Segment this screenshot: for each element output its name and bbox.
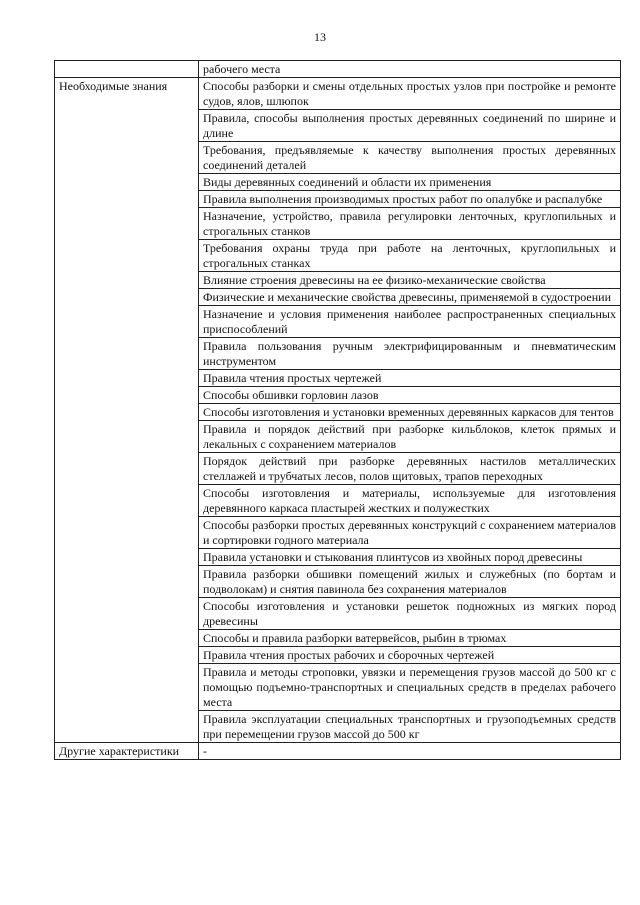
other-row — [55, 743, 621, 760]
knowledge-item: Способы разборки и смены отдельных простых узлов при постройке и ремонте судов, ялов, шлюпок — [199, 78, 621, 110]
knowledge-item: Требования, предъявляемые к качеству выполнения простых деревянных соединений деталей — [199, 142, 621, 174]
knowledge-item: Требования охраны труда при работе на ленточных, круглопильных и строгальных станках — [199, 240, 621, 272]
knowledge-item: Назначение, устройство, правила регулировки ленточных, круглопильных и строгальных станков — [199, 208, 621, 240]
knowledge-item: Порядок действий при разборке деревянных настилов металлических стеллажей и трубчатых лесов, полов щитовых, трапов переходных — [199, 453, 621, 485]
knowledge-item: Правила эксплуатации специальных транспортных и грузоподъемных средств при перемещении грузов массой до 500 кг — [199, 711, 621, 743]
other-label: Другие характеристики — [55, 743, 199, 760]
continued-text: рабочего места — [199, 61, 621, 78]
knowledge-table — [54, 60, 621, 760]
knowledge-item: Виды деревянных соединений и области их применения — [199, 174, 621, 191]
continued-row — [55, 61, 621, 78]
other-value: - — [199, 743, 621, 760]
knowledge-item: Правила разборки обшивки помещений жилых и служебных (по бортам и подволокам) и снятия павинола без сохранения материалов — [199, 566, 621, 598]
knowledge-item: Способы изготовления и материалы, используемые для изготовления деревянного каркаса пластырей жестких и полужестких — [199, 485, 621, 517]
knowledge-item: Влияние строения древесины на ее физико-механические свойства — [199, 272, 621, 289]
knowledge-item: Правила пользования ручным электрифицированным и пневматическим инструментом — [199, 338, 621, 370]
knowledge-item: Физические и механические свойства древесины, применяемой в судостроении — [199, 289, 621, 306]
page-number: 13 — [314, 30, 326, 44]
knowledge-item: Способы разборки простых деревянных конструкций с сохранением материалов и сортировки годного материала — [199, 517, 621, 549]
knowledge-item: Правила выполнения производимых простых работ по опалубке и распалубке — [199, 191, 621, 208]
knowledge-item: Способы обшивки горловин лазов — [199, 387, 621, 404]
knowledge-item: Способы изготовления и установки решеток подножных из мягких пород древесины — [199, 598, 621, 630]
empty-label-cell — [55, 61, 199, 78]
knowledge-item: Правила и методы строповки, увязки и перемещения грузов массой до 500 кг с помощью подъемно-транспортных и специальных средств в пределах рабочего места — [199, 664, 621, 711]
knowledge-item: Способы изготовления и установки временных деревянных каркасов для тентов — [199, 404, 621, 421]
knowledge-item: Правила чтения простых рабочих и сборочных чертежей — [199, 647, 621, 664]
knowledge-row — [55, 78, 621, 110]
knowledge-item: Правила и порядок действий при разборке кильблоков, клеток прямых и лекальных с сохранением материалов — [199, 421, 621, 453]
knowledge-table-body — [55, 61, 621, 760]
knowledge-item: Способы и правила разборки ватервейсов, рыбин в трюмах — [199, 630, 621, 647]
knowledge-item: Правила чтения простых чертежей — [199, 370, 621, 387]
knowledge-label: Необходимые знания — [55, 78, 199, 743]
knowledge-item: Правила установки и стыкования плинтусов из хвойных пород древесины — [199, 549, 621, 566]
knowledge-item: Правила, способы выполнения простых деревянных соединений по ширине и длине — [199, 110, 621, 142]
knowledge-item: Назначение и условия применения наиболее распространенных специальных приспособлений — [199, 306, 621, 338]
